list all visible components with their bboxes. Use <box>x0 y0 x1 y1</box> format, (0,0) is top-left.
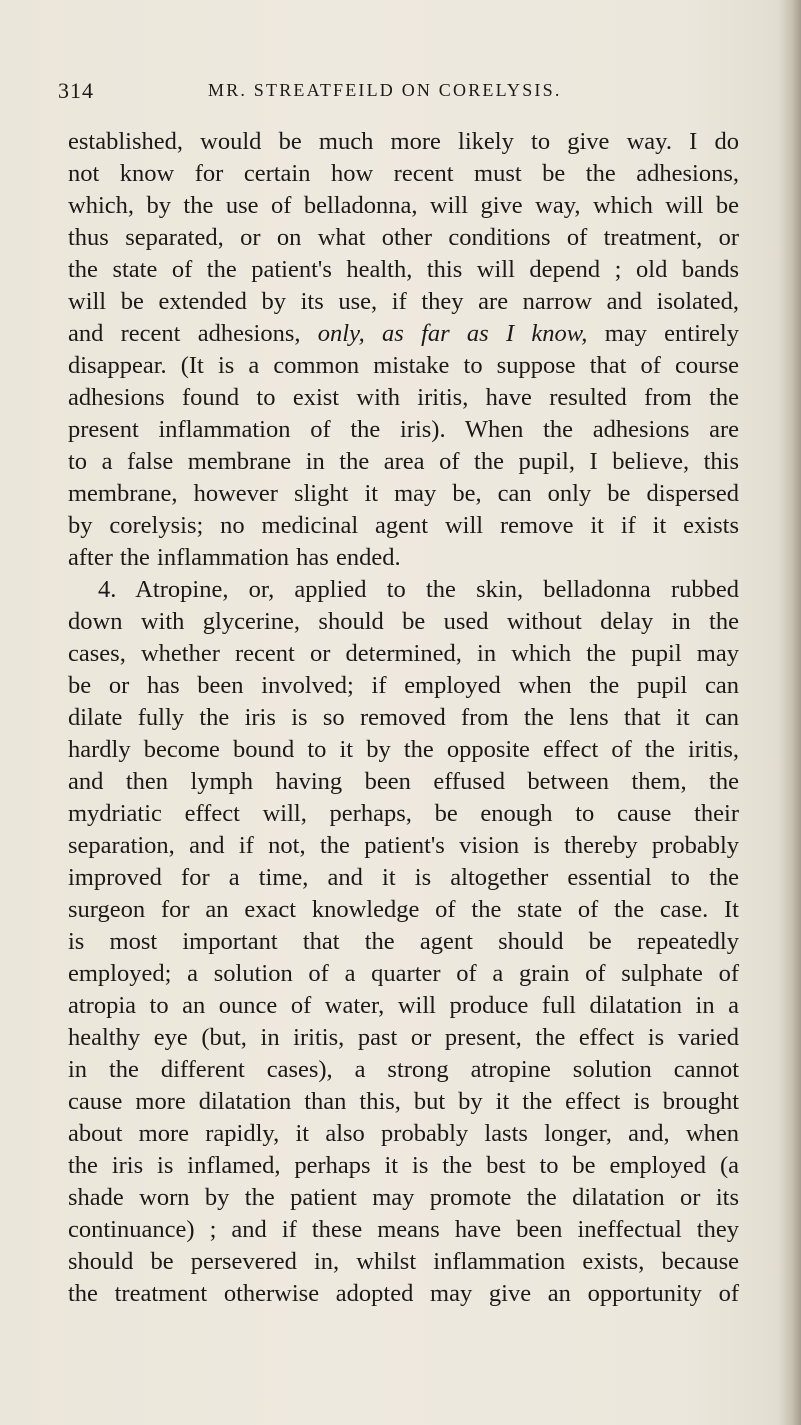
text-line: dilate fully the iris is so removed from the lens that it can <box>68 704 739 731</box>
text-line: membrane, however slight it may be, can only be dispersed <box>68 480 739 507</box>
text-line: atropia to an ounce of water, will produce full dilatation in a <box>68 992 739 1019</box>
text-line: by corelysis; no medicinal agent will remove it if it exists <box>68 512 739 539</box>
text-line: hardly become bound to it by the opposite effect of the iritis, <box>68 736 739 763</box>
text-line: surgeon for an exact knowledge of the state of the case. It <box>68 896 739 923</box>
text-line: mydriatic effect will, perhaps, be enough to cause their <box>68 800 739 827</box>
text-line: improved for a time, and it is altogether essential to the <box>68 864 739 891</box>
text-line: about more rapidly, it also probably lasts longer, and, when <box>68 1120 739 1147</box>
text-line: continuance) ; and if these means have been ineffectual they <box>68 1216 739 1243</box>
text-line: will be extended by its use, if they are narrow and isolated, <box>68 288 739 315</box>
text-line: separation, and if not, the patient's vision is thereby probably <box>68 832 739 859</box>
text-line: adhesions found to exist with iritis, have resulted from the <box>68 384 739 411</box>
running-head: MR. STREATFEILD ON CORELYSIS. <box>208 80 562 100</box>
text-line: is most important that the agent should be repeatedly <box>68 928 739 955</box>
text-line: established, would be much more likely to give way. I do <box>68 128 739 155</box>
text-line: the treatment otherwise adopted may give an opportunity of <box>68 1280 739 1307</box>
page-header <box>58 78 718 112</box>
text-line: employed; a solution of a quarter of a grain of sulphate of <box>68 960 739 987</box>
text-line: cause more dilatation than this, but by it the effect is brought <box>68 1088 739 1115</box>
text-line: be or has been involved; if employed when the pupil can <box>68 672 739 699</box>
text-line: and then lymph having been effused between them, the <box>68 768 739 795</box>
text-line: 4. Atropine, or, applied to the skin, belladonna rubbed <box>98 576 739 603</box>
text-line: to a false membrane in the area of the pupil, I believe, this <box>68 448 739 475</box>
text-line <box>68 318 739 350</box>
text-line: not know for certain how recent must be the adhesions, <box>68 160 739 187</box>
text-line-segment: may entirely <box>587 320 739 347</box>
italic-phrase: only, as far as I know, <box>317 320 588 347</box>
text-line: healthy eye (but, in iritis, past or present, the effect is varied <box>68 1024 739 1051</box>
body-text <box>68 126 739 1310</box>
text-line: the iris is inflamed, perhaps it is the best to be employed (a <box>68 1152 739 1179</box>
text-line: should be persevered in, whilst inflammation exists, because <box>68 1248 739 1275</box>
text-line: cases, whether recent or determined, in which the pupil may <box>68 640 739 667</box>
text-line: after the inflammation has ended. <box>68 544 401 571</box>
text-line: shade worn by the patient may promote the dilatation or its <box>68 1184 739 1211</box>
text-line: down with glycerine, should be used without delay in the <box>68 608 739 635</box>
text-line: disappear. (It is a common mistake to suppose that of course <box>68 352 739 379</box>
text-line: which, by the use of belladonna, will give way, which will be <box>68 192 739 219</box>
text-line: present inflammation of the iris). When the adhesions are <box>68 416 739 443</box>
text-line: thus separated, or on what other conditions of treatment, or <box>68 224 739 251</box>
text-line-segment: and recent adhesions, <box>68 320 318 347</box>
text-line: the state of the patient's health, this will depend ; old bands <box>68 256 739 283</box>
page-number: 314 <box>58 78 94 103</box>
text-line: in the different cases), a strong atropine solution cannot <box>68 1056 739 1083</box>
page-edge-shadow <box>779 0 801 1425</box>
